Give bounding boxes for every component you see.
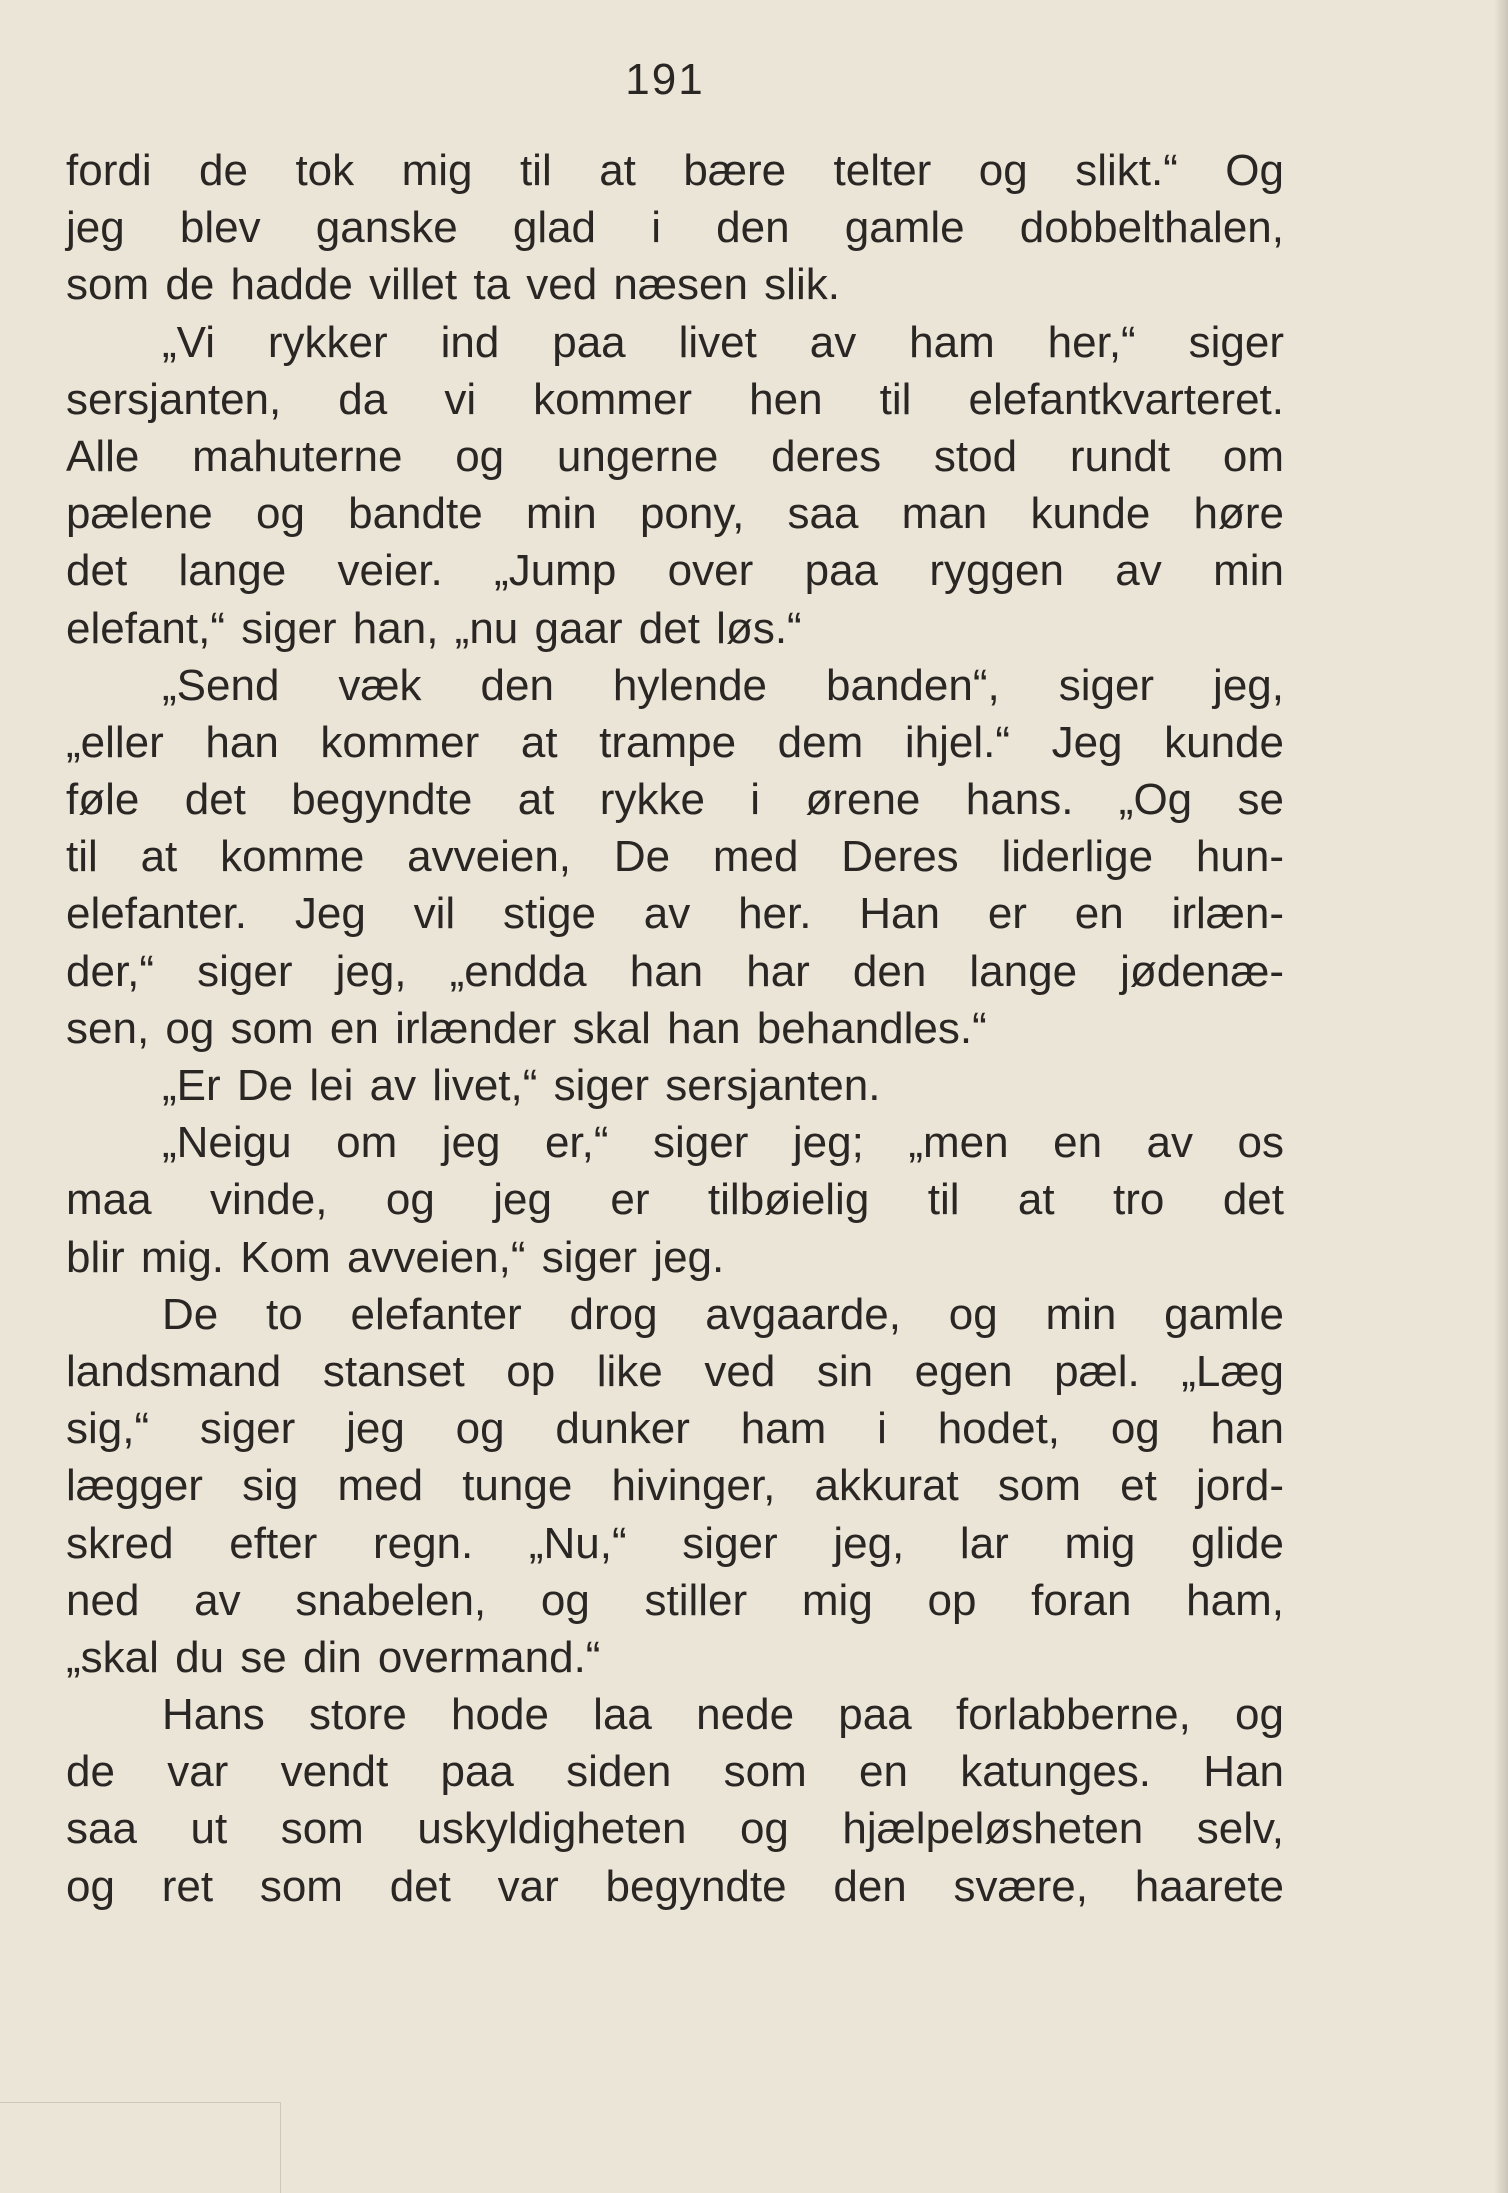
text-line: som de hadde villet ta ved næsen slik. [66, 260, 840, 310]
text-line: de var vendt paa siden som en katunges. Han [66, 1747, 1284, 1797]
text-line: „Er De lei av livet,“ siger sersjanten. [162, 1061, 881, 1110]
text-line: sen, og som en irlænder skal han behandles.“ [66, 1003, 987, 1053]
text-line: „skal du se din overmand.“ [66, 1632, 601, 1682]
text-line: Alle mahuterne og ungerne deres stod rundt om [66, 431, 1284, 481]
text-line: jeg blev ganske glad i den gamle dobbelthalen, [66, 203, 1284, 253]
page-number: 191 [625, 55, 705, 104]
text-line: „Neigu om jeg er,“ siger jeg; „men en av os [162, 1118, 1284, 1168]
text-line: fordi de tok mig til at bære telter og slikt.“ Og [66, 146, 1284, 195]
text-line: ned av snabelen, og stiller mig op foran ham, [66, 1575, 1284, 1625]
body-text [66, 142, 1284, 1915]
text-line: „Vi rykker ind paa livet av ham her,“ siger [162, 317, 1284, 367]
text-line: det lange veier. „Jump over paa ryggen av min [66, 546, 1284, 596]
text-line: elefant,“ siger han, „nu gaar det løs.“ [66, 603, 802, 653]
page-edge-shadow [1494, 0, 1508, 2193]
text-line: skred efter regn. „Nu,“ siger jeg, lar mig glide [66, 1518, 1284, 1568]
text-line: elefanter. Jeg vil stige av her. Han er en irlæn- [66, 889, 1284, 939]
text-line: sig,“ siger jeg og dunker ham i hodet, og han [66, 1404, 1284, 1454]
text-line: landsmand stanset op like ved sin egen pæl. „Læg [66, 1346, 1284, 1396]
text-line: til at komme avveien, De med Deres liderlige hun- [66, 832, 1284, 882]
text-line: maa vinde, og jeg er tilbøielig til at tro det [66, 1175, 1284, 1225]
text-line: „eller han kommer at trampe dem ihjel.“ Jeg kunde [66, 717, 1284, 767]
text-line: blir mig. Kom avveien,“ siger jeg. [66, 1232, 725, 1282]
scan-corner-mark [0, 2102, 281, 2193]
text-line: og ret som det var begyndte den svære, haarete [66, 1861, 1284, 1911]
text-line: pælene og bandte min pony, saa man kunde høre [66, 489, 1284, 539]
text-line: sersjanten, da vi kommer hen til elefantkvarteret. [66, 374, 1284, 424]
text-line: der,“ siger jeg, „endda han har den lange jødenæ- [66, 946, 1284, 996]
text-line: føle det begyndte at rykke i ørene hans. „Og se [66, 775, 1284, 825]
text-line: De to elefanter drog avgaarde, og min gamle [162, 1289, 1284, 1339]
text-line: saa ut som uskyldigheten og hjælpeløsheten selv, [66, 1804, 1284, 1854]
text-line: lægger sig med tunge hivinger, akkurat som et jord- [66, 1461, 1284, 1511]
text-line: „Send væk den hylende banden“, siger jeg, [162, 660, 1284, 710]
text-line: Hans store hode laa nede paa forlabberne, og [162, 1690, 1284, 1740]
